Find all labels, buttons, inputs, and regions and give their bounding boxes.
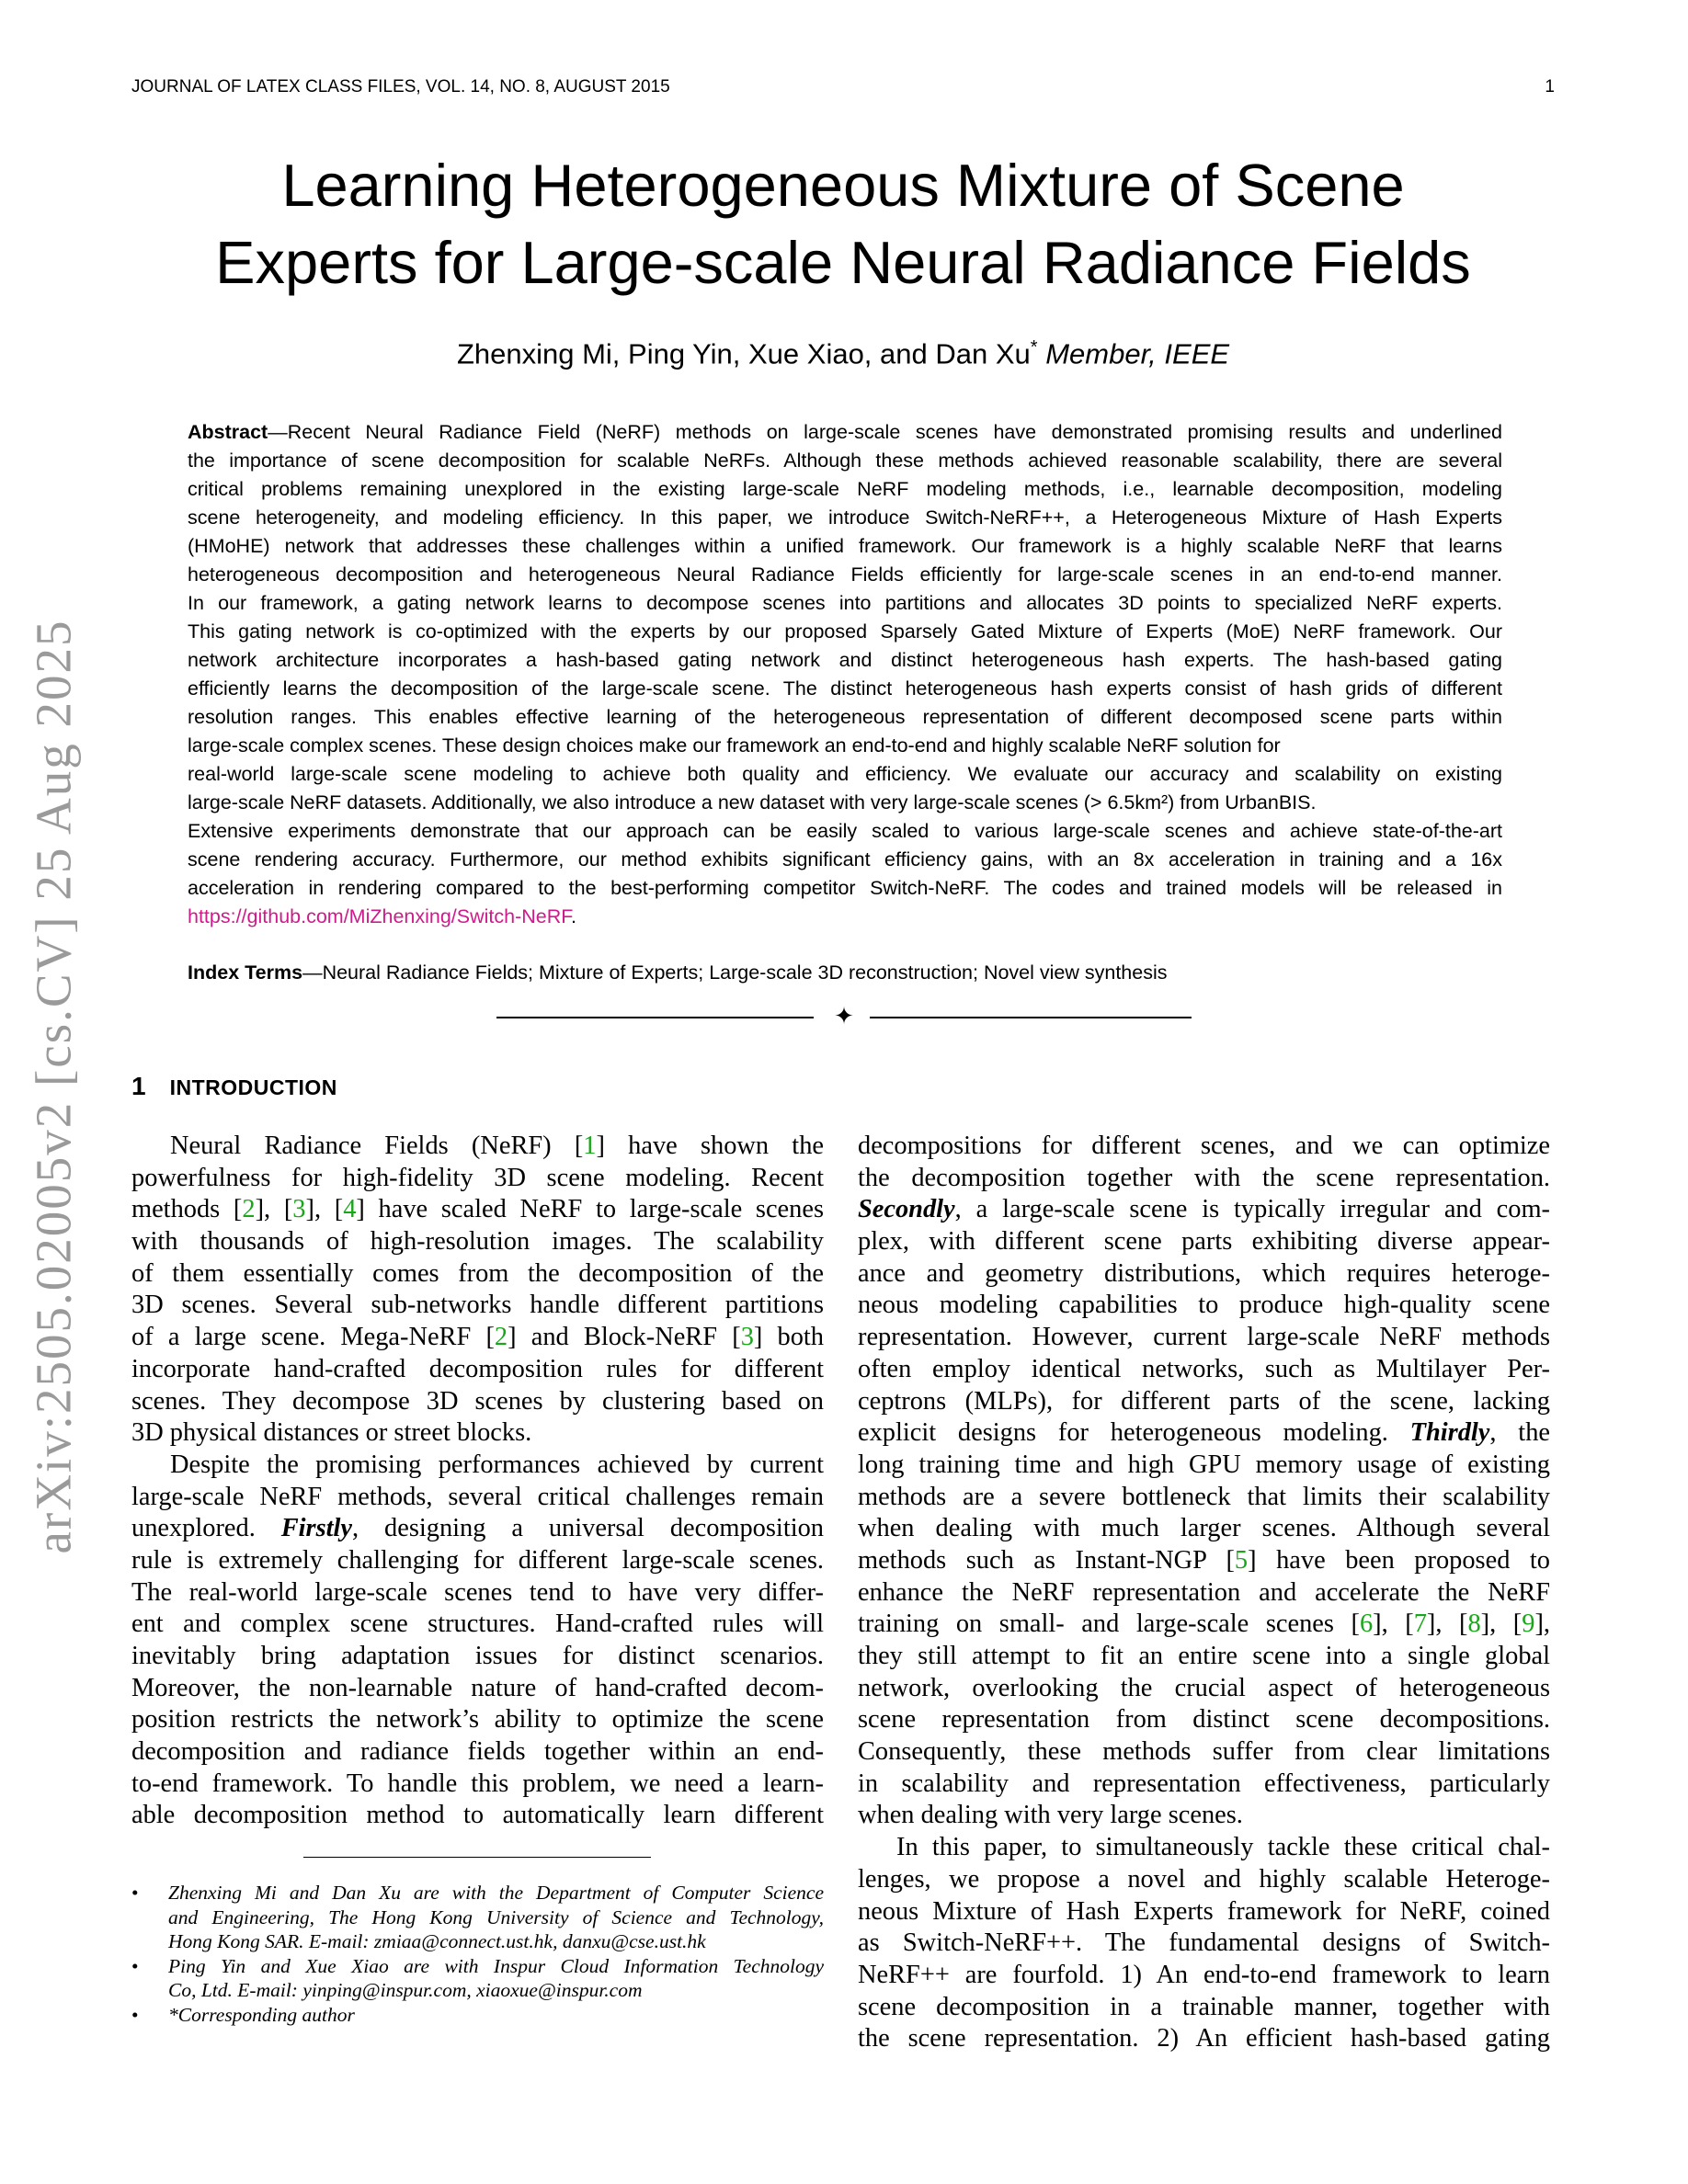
title-line-2: Experts for Large-scale Neural Radiance Fields bbox=[215, 229, 1471, 296]
section-heading bbox=[131, 1072, 337, 1105]
body-line: methods such as Instant-NGP [5] have been proposed to bbox=[858, 1545, 1550, 1575]
section-divider bbox=[496, 1003, 1192, 1030]
citation-link[interactable]: 9 bbox=[1522, 1610, 1535, 1639]
body-line: methods [2], [3], [4] have scaled NeRF to large-scale scenes bbox=[131, 1195, 825, 1224]
body-line: of them essentially comes from the decomposition of the bbox=[131, 1258, 824, 1288]
title-line-1: Learning Heterogeneous Mixture of Scene bbox=[281, 152, 1405, 219]
body-line: 3D physical distances or street blocks. bbox=[131, 1418, 532, 1448]
bullet-icon: • bbox=[131, 1882, 139, 1904]
body-line: decompositions for different scenes, and we can optimize bbox=[858, 1132, 1550, 1160]
body-line: lenges, we propose a novel and highly scalable Heteroge- bbox=[858, 1864, 1550, 1894]
footnote-affiliation-1 bbox=[131, 1881, 824, 1954]
body-line: neous modeling capabilities to produce high-quality scene bbox=[858, 1291, 1550, 1320]
left-column bbox=[131, 1131, 824, 1832]
body-line: rule is extremely challenging for different large-scale scenes. bbox=[131, 1545, 824, 1575]
bullet-icon: • bbox=[131, 1954, 139, 1977]
body-line: Despite the promising performances achieved by current bbox=[170, 1450, 824, 1479]
body-line: explicit designs for heterogeneous modeling. Thirdly, the bbox=[858, 1418, 1550, 1448]
abstract-line: In our framework, a gating network learns to decompose scenes into partitions and allocates 3D points to specialized NeRF experts. bbox=[188, 592, 1502, 614]
citation-link[interactable]: 6 bbox=[1359, 1610, 1374, 1639]
journal-header: JOURNAL OF LATEX CLASS FILES, VOL. 14, NO. 8, AUGUST 2015 bbox=[131, 77, 670, 97]
body-line: large-scale NeRF methods, several critical challenges remain bbox=[131, 1482, 824, 1511]
footnote-line: Hong Kong SAR. E-mail: zmiaa@connect.ust.hk, danxu@cse.ust.hk bbox=[168, 1930, 706, 1952]
body-line: as Switch-NeRF++. The fundamental designs of Switch- bbox=[858, 1928, 1550, 1958]
citation-link[interactable]: 3 bbox=[740, 1323, 754, 1352]
body-line: when dealing with much larger scenes. Although several bbox=[858, 1514, 1550, 1543]
body-line: powerfulness for high-fidelity 3D scene modeling. Recent bbox=[131, 1163, 824, 1192]
author-list bbox=[131, 329, 1555, 372]
body-line: neous Mixture of Hash Experts framework for NeRF, coined bbox=[858, 1896, 1550, 1926]
abstract-line: large-scale complex scenes. These design choices make our framework an end-to-end and highly scalable NeRF solution for bbox=[188, 734, 1281, 756]
corresponding-mark: * bbox=[1030, 337, 1038, 358]
body-line: decomposition and radiance fields together within an end- bbox=[131, 1737, 824, 1767]
body-line: scenes. They decompose 3D scenes by clustering based on bbox=[131, 1386, 824, 1416]
divider-ornament-icon: ✦ bbox=[834, 1003, 854, 1030]
abstract-label: Abstract bbox=[188, 421, 268, 443]
divider-rule-left bbox=[496, 1017, 814, 1018]
index-terms-label: Index Terms bbox=[188, 961, 303, 984]
abstract-line: This gating network is co-optimized with the experts by our proposed Sparsely Gated Mixture of Experts (MoE) NeRF framework. Our bbox=[188, 620, 1502, 643]
citation-link[interactable]: 8 bbox=[1467, 1610, 1481, 1639]
paper-title bbox=[131, 147, 1555, 301]
divider-rule-right bbox=[870, 1017, 1192, 1018]
body-line: able decomposition method to automatically learn different bbox=[131, 1801, 824, 1830]
body-line: incorporate hand-crafted decomposition rules for different bbox=[131, 1354, 824, 1383]
body-line: ent and complex scene structures. Hand-crafted rules will bbox=[131, 1610, 824, 1639]
running-header bbox=[131, 75, 1555, 99]
body-line: the scene representation. 2) An efficient hash-based gating bbox=[858, 2024, 1550, 2053]
footnote-affiliation-2 bbox=[131, 1954, 824, 2003]
body-line: enhance the NeRF representation and accelerate the NeRF bbox=[858, 1577, 1550, 1607]
citation-link[interactable]: 7 bbox=[1413, 1610, 1427, 1639]
body-line: methods are a severe bottleneck that limits their scalability bbox=[858, 1482, 1550, 1511]
abstract-line: network architecture incorporates a hash-based gating network and distinct heterogeneous hash experts. The hash-based gating bbox=[188, 649, 1502, 671]
abstract-line: efficiently learns the decomposition of the large-scale scene. The distinct heterogeneous hash experts consist of hash grids of different bbox=[188, 677, 1502, 700]
body-line: ance and geometry distributions, which requires heteroge- bbox=[858, 1258, 1550, 1288]
abstract-line: scene rendering accuracy. Furthermore, our method exhibits significant efficiency gains, with an 8x acceleration in training and a 16x bbox=[188, 848, 1502, 870]
author-role: Member, IEEE bbox=[1045, 337, 1230, 370]
citation-link[interactable]: 5 bbox=[1234, 1545, 1249, 1575]
body-line: scene decomposition in a trainable manner, together with bbox=[858, 1992, 1550, 2021]
abstract-line: real-world large-scale scene modeling to achieve both quality and efficiency. We evaluate our accuracy and scalability on existing bbox=[188, 763, 1502, 785]
body-line: unexplored. Firstly, designing a universal decomposition bbox=[131, 1514, 824, 1543]
footnote-line: Zhenxing Mi and Dan Xu are with the Department of Computer Science bbox=[168, 1882, 824, 1904]
footnote-line: *Corresponding author bbox=[168, 2003, 355, 2026]
github-link[interactable]: https://github.com/MiZhenxing/Switch-NeRF bbox=[188, 905, 572, 927]
abstract-line: heterogeneous decomposition and heterogeneous Neural Radiance Fields efficiently for large-scale scenes in an end-to-end manner. bbox=[188, 563, 1502, 586]
body-line: NeRF++ are fourfold. 1) An end-to-end framework to learn bbox=[858, 1960, 1550, 1989]
body-line: long training time and high GPU memory usage of existing bbox=[858, 1450, 1550, 1479]
body-line: The real-world large-scale scenes tend to have very differ- bbox=[131, 1577, 824, 1607]
citation-link[interactable]: 1 bbox=[583, 1132, 597, 1160]
footnotes bbox=[131, 1881, 824, 2027]
author-names: Zhenxing Mi, Ping Yin, Xue Xiao, and Dan Xu bbox=[456, 337, 1031, 370]
body-line: ceptrons (MLPs), for different parts of the scene, lacking bbox=[858, 1386, 1550, 1416]
body-line: network, overlooking the crucial aspect of heterogeneous bbox=[858, 1673, 1550, 1702]
body-line: Secondly, a large-scale scene is typically irregular and com- bbox=[858, 1195, 1550, 1224]
abstract bbox=[188, 418, 1502, 931]
citation-link[interactable]: 2 bbox=[242, 1195, 256, 1224]
citation-link[interactable]: 2 bbox=[494, 1323, 508, 1352]
abstract-line: acceleration in rendering compared to the best-performing competitor Switch-NeRF. The codes and trained models will be released in bbox=[188, 877, 1502, 899]
body-line: Moreover, the non-learnable nature of hand-crafted decom- bbox=[131, 1673, 824, 1702]
section-number: 1 bbox=[131, 1072, 146, 1100]
body-line: representation. However, current large-scale NeRF methods bbox=[858, 1323, 1550, 1352]
body-line: often employ identical networks, such as Multilayer Per- bbox=[858, 1354, 1550, 1383]
index-terms-text: —Neural Radiance Fields; Mixture of Experts; Large-scale 3D reconstruction; Novel view synthesis bbox=[302, 961, 1168, 984]
citation-link[interactable]: 4 bbox=[343, 1195, 357, 1224]
abstract-line: scene heterogeneity, and modeling efficiency. In this paper, we introduce Switch-NeRF++, a Heterogeneous Mixture of Hash Experts bbox=[188, 506, 1502, 529]
body-line: to-end framework. To handle this problem, we need a learn- bbox=[131, 1769, 824, 1798]
footnote-line: and Engineering, The Hong Kong University of Science and Technology, bbox=[168, 1905, 824, 1928]
index-terms bbox=[188, 959, 1502, 986]
abstract-line: Extensive experiments demonstrate that our approach can be easily scaled to various large-scale scenes and achieve state-of-the-art bbox=[188, 820, 1502, 842]
citation-link[interactable]: 3 bbox=[292, 1195, 306, 1224]
body-line: scene representation from distinct scene decompositions. bbox=[858, 1705, 1550, 1735]
abstract-line: resolution ranges. This enables effective learning of the heterogeneous representation of different decomposed scene parts within bbox=[188, 706, 1502, 728]
body-line: position restricts the network’s ability to optimize the scene bbox=[131, 1705, 824, 1735]
abstract-line: https://github.com/MiZhenxing/Switch-NeRF. bbox=[188, 905, 577, 927]
body-line: In this paper, to simultaneously tackle these critical chal- bbox=[896, 1833, 1550, 1862]
body-line: Neural Radiance Fields (NeRF) [1] have shown the bbox=[170, 1132, 824, 1160]
abstract-line: (HMoHE) network that addresses these challenges within a unified framework. Our framework is a highly scalable NeRF that learns bbox=[188, 535, 1502, 557]
arxiv-stamp-text: arXiv:2505.02005v2 [cs.CV] 25 Aug 2025 bbox=[25, 619, 82, 1554]
body-line: of a large scene. Mega-NeRF [2] and Block-NeRF [3] both bbox=[131, 1323, 825, 1352]
body-line: in scalability and representation effectiveness, particularly bbox=[858, 1769, 1550, 1798]
footnote-line: Ping Yin and Xue Xiao are with Inspur Cloud Information Technology bbox=[168, 1954, 824, 1977]
body-line: 3D scenes. Several sub-networks handle different partitions bbox=[131, 1291, 824, 1320]
footnote-corresponding bbox=[131, 2003, 824, 2028]
bullet-icon: • bbox=[131, 2003, 139, 2026]
abstract-line: the importance of scene decomposition for scalable NeRFs. Although these methods achieved reasonable scalability, there are several bbox=[188, 449, 1502, 472]
abstract-line: Abstract—Recent Neural Radiance Field (NeRF) methods on large-scale scenes have demonstrated promising results and underlined bbox=[188, 421, 1502, 443]
body-line: they still attempt to fit an entire scene into a single global bbox=[858, 1642, 1550, 1670]
section-title: INTRODUCTION bbox=[169, 1075, 337, 1099]
body-line: when dealing with very large scenes. bbox=[858, 1801, 1243, 1830]
body-line: training on small- and large-scale scenes [6], [7], [8], [9], bbox=[858, 1610, 1550, 1639]
body-line: the decomposition together with the scene representation. bbox=[858, 1163, 1550, 1192]
body-line: plex, with different scene parts exhibiting diverse appear- bbox=[858, 1227, 1550, 1257]
body-line: inevitably bring adaptation issues for distinct scenarios. bbox=[131, 1642, 824, 1670]
page-number: 1 bbox=[1545, 77, 1555, 97]
abstract-line: large-scale NeRF datasets. Additionally, we also introduce a new dataset with very large-scale scenes (> 6.5km²) from UrbanBIS. bbox=[188, 791, 1317, 813]
right-column bbox=[858, 1131, 1550, 2055]
footnote-rule bbox=[303, 1857, 651, 1858]
body-line: with thousands of high-resolution images. The scalability bbox=[131, 1227, 824, 1257]
body-line: Consequently, these methods suffer from clear limitations bbox=[858, 1737, 1550, 1767]
abstract-line: critical problems remaining unexplored in the existing large-scale NeRF modeling methods, i.e., learnable decomposition, modeling bbox=[188, 478, 1502, 500]
footnote-line: Co, Ltd. E-mail: yinping@inspur.com, xiaoxue@inspur.com bbox=[168, 1979, 643, 2001]
